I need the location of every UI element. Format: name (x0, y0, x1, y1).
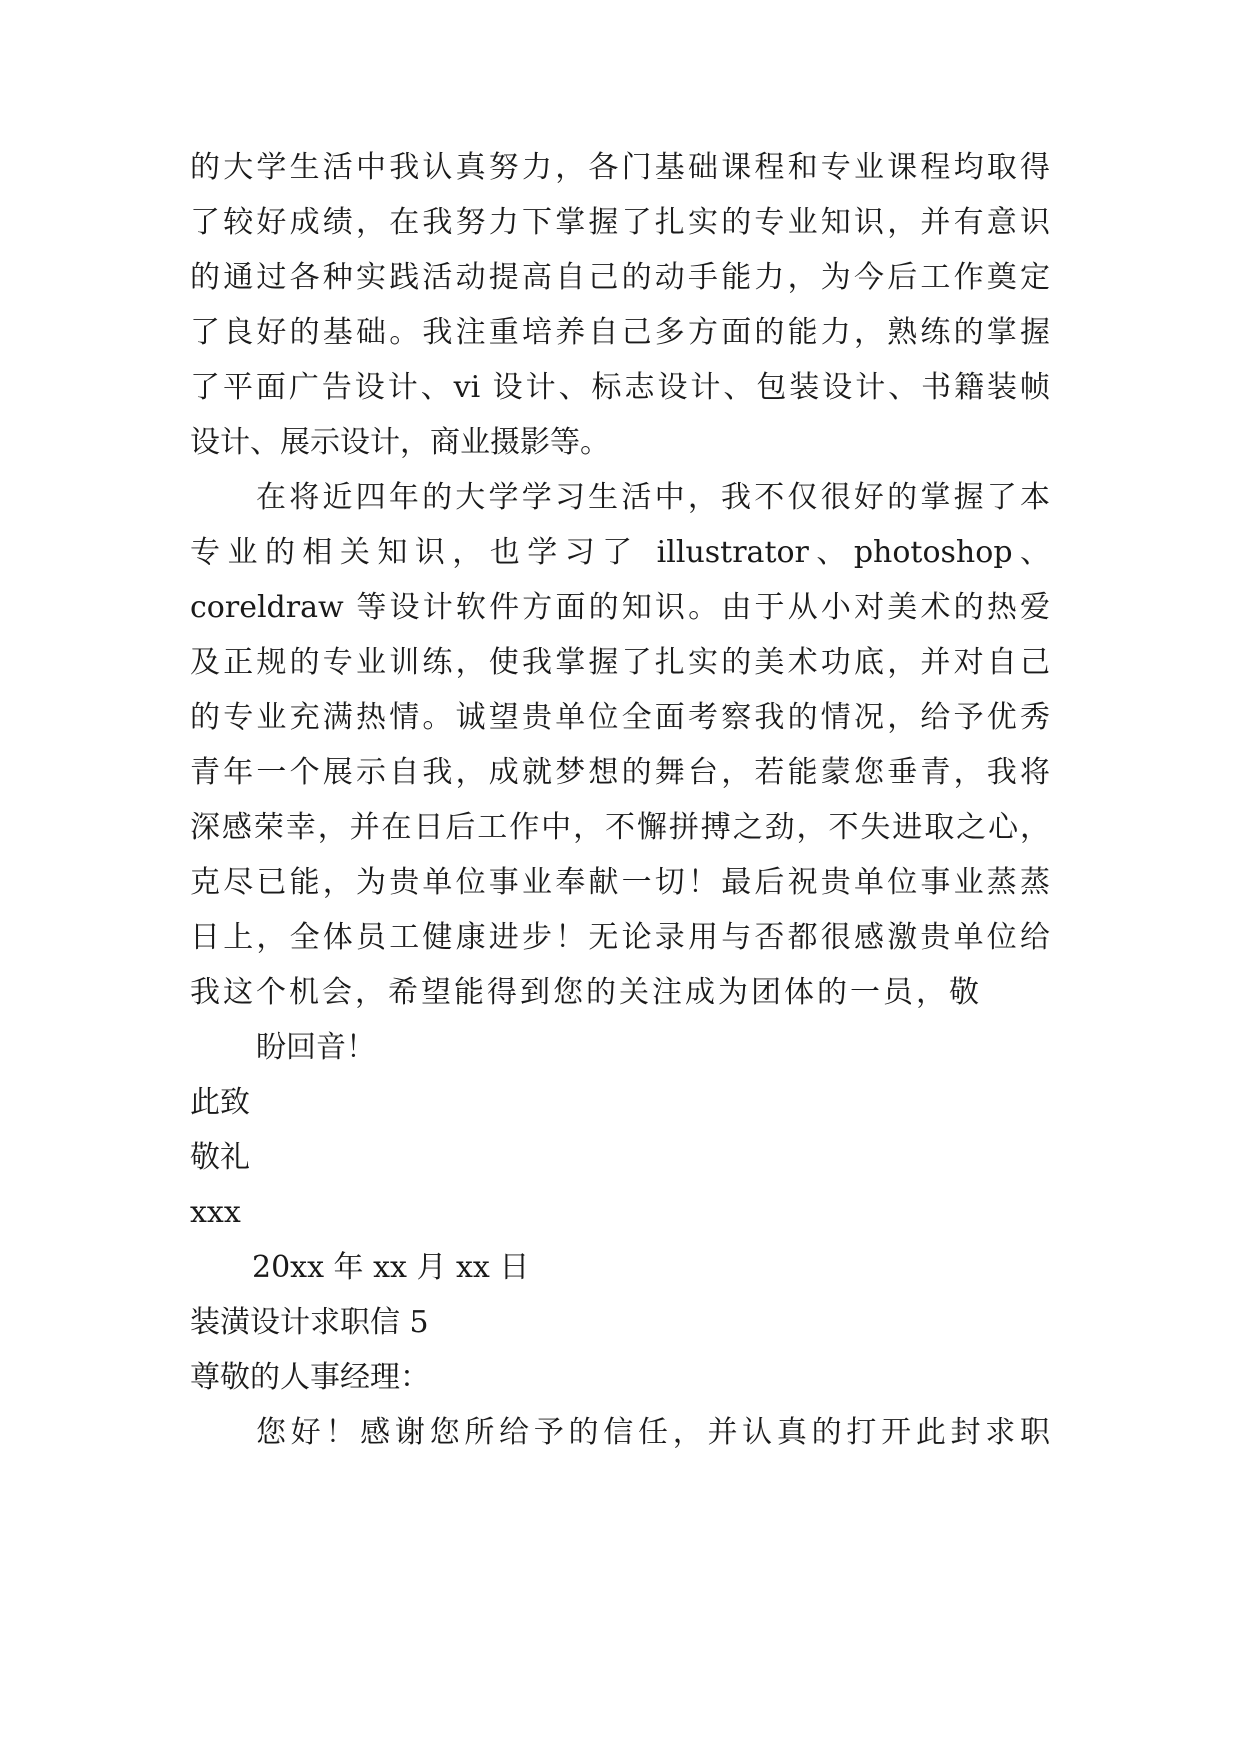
paragraph-2-line-6: 青年一个展示自我，成就梦想的舞台，若能蒙您垂青，我将 (190, 755, 1050, 790)
paragraph-2-line-10: 我这个机会，希望能得到您的关注成为团体的一员，敬 (190, 975, 982, 1010)
paragraph-2-line-3: coreldraw 等设计软件方面的知识。由于从小对美术的热爱 (190, 590, 1050, 625)
paragraph-1-line-5: 了平面广告设计、vi 设计、标志设计、包装设计、书籍装帧 (190, 370, 1050, 405)
paragraph-2-line-5: 的专业充满热情。诚望贵单位全面考察我的情况，给予优秀 (190, 700, 1050, 735)
paragraph-1-line-2: 了较好成绩，在我努力下掌握了扎实的专业知识，并有意识 (190, 205, 1050, 240)
signature: xxx (190, 1195, 241, 1230)
paragraph-2-line-2: 专业的相关知识，也学习了 illustrator、photoshop、 (190, 535, 1050, 570)
await-reply: 盼回音！ (256, 1030, 376, 1065)
paragraph-2-line-4: 及正规的专业训练，使我掌握了扎实的美术功底，并对自己 (190, 645, 1050, 680)
paragraph-1-line-4: 了良好的基础。我注重培养自己多方面的能力，熟练的掌握 (190, 315, 1050, 350)
letter-title: 装潢设计求职信 5 (190, 1305, 429, 1340)
addressee: 尊敬的人事经理： (190, 1360, 430, 1395)
greeting-line: 您好！感谢您所给予的信任，并认真的打开此封求职 (256, 1415, 1050, 1450)
paragraph-2-line-8: 克尽已能，为贵单位事业奉献一切！最后祝贵单位事业蒸蒸 (190, 865, 1050, 900)
paragraph-2-line-7: 深感荣幸，并在日后工作中，不懈拼搏之劲，不失进取之心， (190, 810, 1050, 845)
paragraph-2-line-9: 日上，全体员工健康进步！无论录用与否都很感激贵单位给 (190, 920, 1050, 955)
date-line: 20xx 年 xx 月 xx 日 (252, 1250, 530, 1285)
paragraph-2-line-1: 在将近四年的大学学习生活中，我不仅很好的掌握了本 (256, 480, 1050, 515)
paragraph-1-line-6: 设计、展示设计，商业摄影等。 (190, 425, 610, 460)
salutation-ci-zhi: 此致 (190, 1085, 250, 1120)
salutation-jing-li: 敬礼 (190, 1140, 250, 1175)
paragraph-1-line-3: 的通过各种实践活动提高自己的动手能力，为今后工作奠定 (190, 260, 1050, 295)
paragraph-1-line-1: 的大学生活中我认真努力，各门基础课程和专业课程均取得 (190, 150, 1050, 185)
